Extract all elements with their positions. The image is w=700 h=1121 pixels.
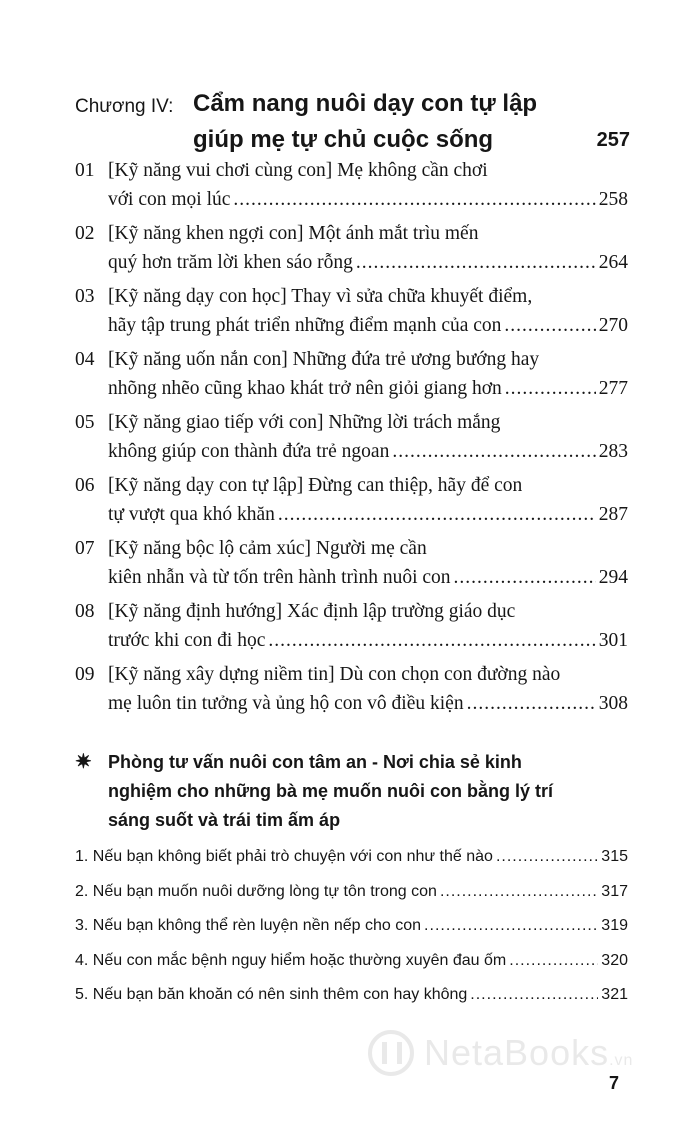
entry-title-line-1: [Kỹ năng định hướng] Xác định lập trường giáo dục — [108, 601, 516, 622]
advice-list — [75, 848, 628, 1021]
section-title — [108, 748, 630, 835]
watermark — [368, 1024, 634, 1084]
entry-page: 294 — [598, 567, 628, 588]
dot-leader — [268, 626, 595, 655]
entry-number: 02 — [75, 223, 95, 244]
chapter-title-line-2: giúp mẹ tự chủ cuộc sống — [193, 126, 494, 153]
section-title-line-3: sáng suốt và trái tim ấm áp — [108, 810, 341, 830]
dot-leader — [424, 917, 598, 935]
entry-number: 06 — [75, 475, 95, 496]
dot-leader — [467, 689, 596, 718]
advice-item — [75, 952, 628, 987]
advice-page: 320 — [601, 951, 628, 969]
chapter-title-line-1: Cẩm nang nuôi dạy con tự lập — [193, 90, 538, 117]
toc-entry — [75, 597, 628, 660]
entry-number: 04 — [75, 349, 95, 370]
page-number: 7 — [609, 1073, 620, 1093]
dot-leader — [278, 500, 596, 529]
chapter-title — [193, 86, 537, 158]
section-title-line-2: nghiệm cho những bà mẹ muốn nuôi con bằng lý trí — [108, 781, 554, 801]
dot-leader — [233, 185, 595, 214]
dot-leader — [509, 952, 598, 970]
entry-title-line-2: kiên nhẫn và từ tốn trên hành trình nuôi con — [108, 567, 451, 588]
watermark-brand: NetaBooks — [424, 1032, 610, 1073]
entry-title-line-2: với con mọi lúc — [108, 189, 231, 210]
entry-number: 08 — [75, 601, 95, 622]
dot-leader — [392, 437, 595, 466]
toc-entry — [75, 156, 628, 219]
entry-page: 308 — [598, 693, 628, 714]
entry-page: 283 — [598, 441, 628, 462]
entry-number: 01 — [75, 160, 95, 181]
entry-title-line-2: trước khi con đi học — [108, 630, 266, 651]
entry-page: 277 — [598, 378, 628, 399]
dot-leader — [440, 883, 598, 901]
entry-page: 270 — [598, 315, 628, 336]
advice-item — [75, 986, 628, 1021]
toc-entry — [75, 660, 628, 723]
chapter-label: Chương IV: — [75, 96, 174, 117]
watermark-text — [424, 1032, 633, 1074]
toc-entry — [75, 408, 628, 471]
entry-page: 258 — [598, 189, 628, 210]
entry-title-line-2: không giúp con thành đứa trẻ ngoan — [108, 441, 390, 462]
advice-page: 321 — [601, 986, 628, 1003]
toc-entry — [75, 219, 628, 282]
advice-text: 2. Nếu bạn muốn nuôi dưỡng lòng tự tôn trong con — [75, 882, 437, 900]
entry-title-line-2: nhõng nhẽo cũng khao khát trở nên giỏi giang hơn — [108, 378, 502, 399]
advice-text: 4. Nếu con mắc bệnh nguy hiểm hoặc thường xuyên đau ốm — [75, 951, 507, 969]
entry-number: 07 — [75, 538, 95, 559]
star-icon: ✷ — [75, 751, 92, 773]
advice-item — [75, 883, 628, 918]
section-title-line-1: Phòng tư vấn nuôi con tâm an - Nơi chia sẻ kinh — [108, 752, 522, 772]
entry-title-line-2: tự vượt qua khó khăn — [108, 504, 275, 525]
dot-leader — [356, 248, 596, 277]
advice-page: 317 — [601, 882, 628, 900]
toc-entry — [75, 471, 628, 534]
dot-leader — [505, 374, 596, 403]
toc-entry — [75, 345, 628, 408]
dot-leader — [454, 563, 596, 592]
entry-title-line-1: [Kỹ năng xây dựng niềm tin] Dù con chọn con đường nào — [108, 664, 561, 685]
toc-entry — [75, 282, 628, 345]
entry-title-line-2: quý hơn trăm lời khen sáo rỗng — [108, 252, 353, 273]
advice-page: 315 — [601, 848, 628, 865]
entry-title-line-2: hãy tập trung phát triển những điểm mạnh của con — [108, 315, 502, 336]
chapter-page-number: 257 — [596, 129, 630, 151]
advice-item — [75, 848, 628, 883]
advice-item — [75, 917, 628, 952]
watermark-tld: .vn — [609, 1052, 634, 1069]
entry-page: 287 — [598, 504, 628, 525]
advice-text: 1. Nếu bạn không biết phải trò chuyện với con như thế nào — [75, 848, 493, 865]
dot-leader — [470, 986, 598, 1004]
netabooks-logo-icon — [368, 1030, 414, 1076]
toc-entry — [75, 534, 628, 597]
entry-title-line-1: [Kỹ năng bộc lộ cảm xúc] Người mẹ cần — [108, 538, 427, 559]
entry-number: 09 — [75, 664, 95, 685]
entry-title-line-1: [Kỹ năng dạy con tự lập] Đừng can thiệp, hãy để con — [108, 475, 523, 496]
dot-leader — [504, 311, 595, 340]
entry-title-line-1: [Kỹ năng khen ngợi con] Một ánh mắt trìu mến — [108, 223, 479, 244]
entry-page: 301 — [598, 630, 628, 651]
entry-title-line-1: [Kỹ năng vui chơi cùng con] Mẹ không cần chơi — [108, 160, 488, 181]
dot-leader — [496, 848, 598, 866]
toc-entries — [75, 156, 628, 723]
advice-page: 319 — [601, 917, 628, 934]
entry-title-line-1: [Kỹ năng giao tiếp với con] Những lời trách mắng — [108, 412, 501, 433]
entry-title-line-1: [Kỹ năng dạy con học] Thay vì sửa chữa khuyết điểm, — [108, 286, 533, 307]
advice-text: 5. Nếu bạn băn khoăn có nên sinh thêm con hay không — [75, 986, 468, 1003]
entry-number: 03 — [75, 286, 95, 307]
entry-number: 05 — [75, 412, 95, 433]
advice-text: 3. Nếu bạn không thể rèn luyện nền nếp cho con — [75, 917, 422, 934]
entry-page: 264 — [598, 252, 628, 273]
entry-title-line-2: mẹ luôn tin tưởng và ủng hộ con vô điều kiện — [108, 693, 464, 714]
entry-title-line-1: [Kỹ năng uốn nắn con] Những đứa trẻ ương bướng hay — [108, 349, 540, 370]
